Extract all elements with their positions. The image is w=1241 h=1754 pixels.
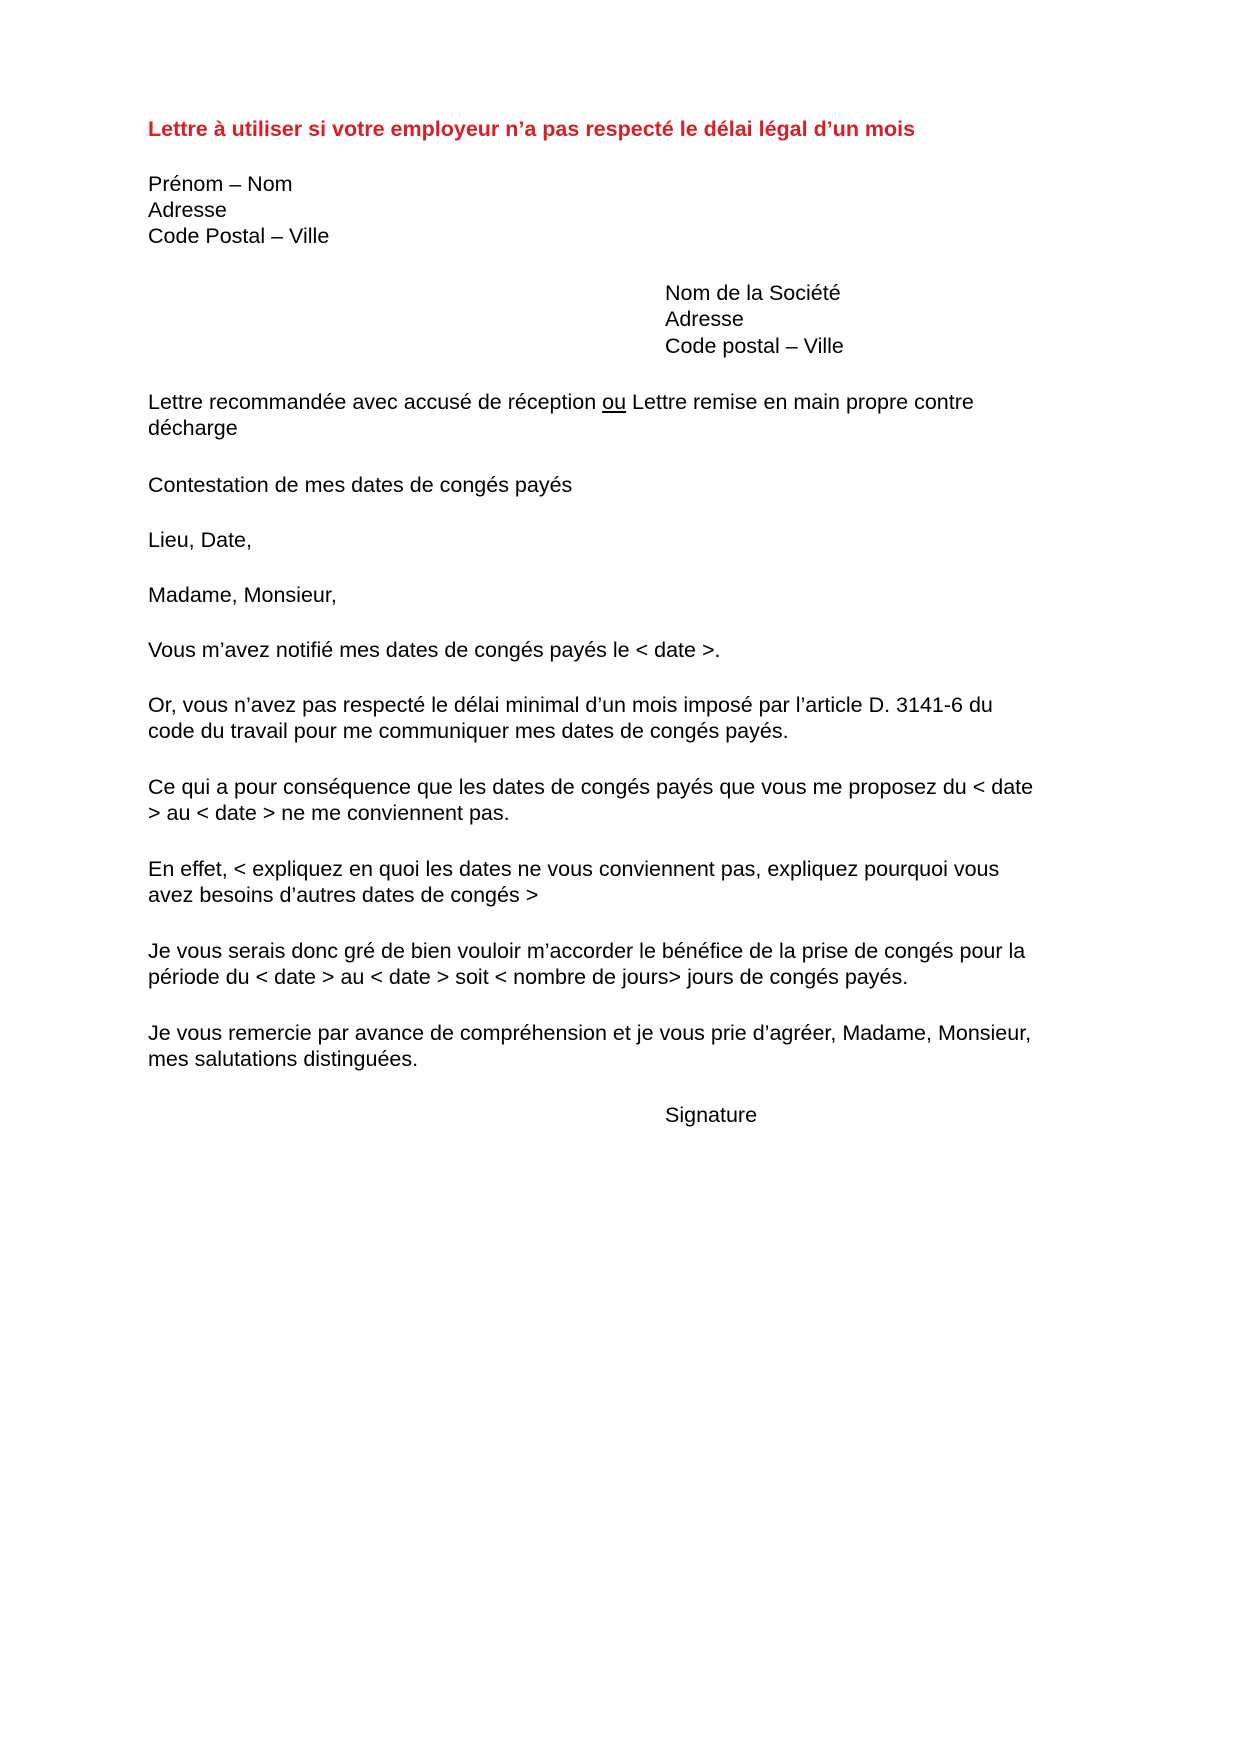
paragraph-5-line-1: Je vous serais donc gré de bien vouloir m’accorder le bénéfice de la prise de congés pour la <box>148 939 1026 963</box>
paragraph-2-line-1: Or, vous n’avez pas respecté le délai minimal d’un mois imposé par l’article D. 3141-6 du <box>148 693 993 717</box>
sender-address: Adresse <box>148 198 227 222</box>
place-date: Lieu, Date, <box>148 528 252 552</box>
paragraph-2-line-2: code du travail pour me communiquer mes dates de congés payés. <box>148 719 789 743</box>
signature-label: Signature <box>665 1103 758 1127</box>
paragraph-5-line-2: période du < date > au < date > soit < nombre de jours> jours de congés payés. <box>148 965 909 989</box>
paragraph-4-line-2: avez besoins d’autres dates de congés > <box>148 883 539 907</box>
paragraph-4-line-1: En effet, < expliquez en quoi les dates ne vous conviennent pas, expliquez pourquoi vous <box>148 857 1000 881</box>
paragraph-3-line-2: > au < date > ne me conviennent pas. <box>148 801 510 825</box>
recipient-city: Code postal – Ville <box>665 334 844 358</box>
recipient-address: Adresse <box>665 307 744 331</box>
delivery-text-1: Lettre recommandée avec accusé de réception <box>148 390 603 414</box>
paragraph-6-line-2: mes salutations distinguées. <box>148 1047 419 1071</box>
letter-subject: Contestation de mes dates de congés payés <box>148 473 573 497</box>
letter-title: Lettre à utiliser si votre employeur n’a pas respecté le délai légal d’un mois <box>148 117 916 141</box>
delivery-or: ou <box>602 390 627 414</box>
delivery-line-2: décharge <box>148 416 238 440</box>
salutation: Madame, Monsieur, <box>148 583 337 607</box>
sender-name: Prénom – Nom <box>148 172 293 196</box>
paragraph-6-line-1: Je vous remercie par avance de compréhension et je vous prie d’agréer, Madame, Monsieur, <box>148 1021 1032 1045</box>
delivery-line-1 <box>148 389 974 415</box>
delivery-text-2: Lettre remise en main propre contre <box>626 390 974 414</box>
paragraph-1: Vous m’avez notifié mes dates de congés payés le < date >. <box>148 638 721 662</box>
sender-city: Code Postal – Ville <box>148 224 330 248</box>
paragraph-3-line-1: Ce qui a pour conséquence que les dates de congés payés que vous me proposez du < date <box>148 775 1034 799</box>
recipient-company: Nom de la Société <box>665 281 841 305</box>
